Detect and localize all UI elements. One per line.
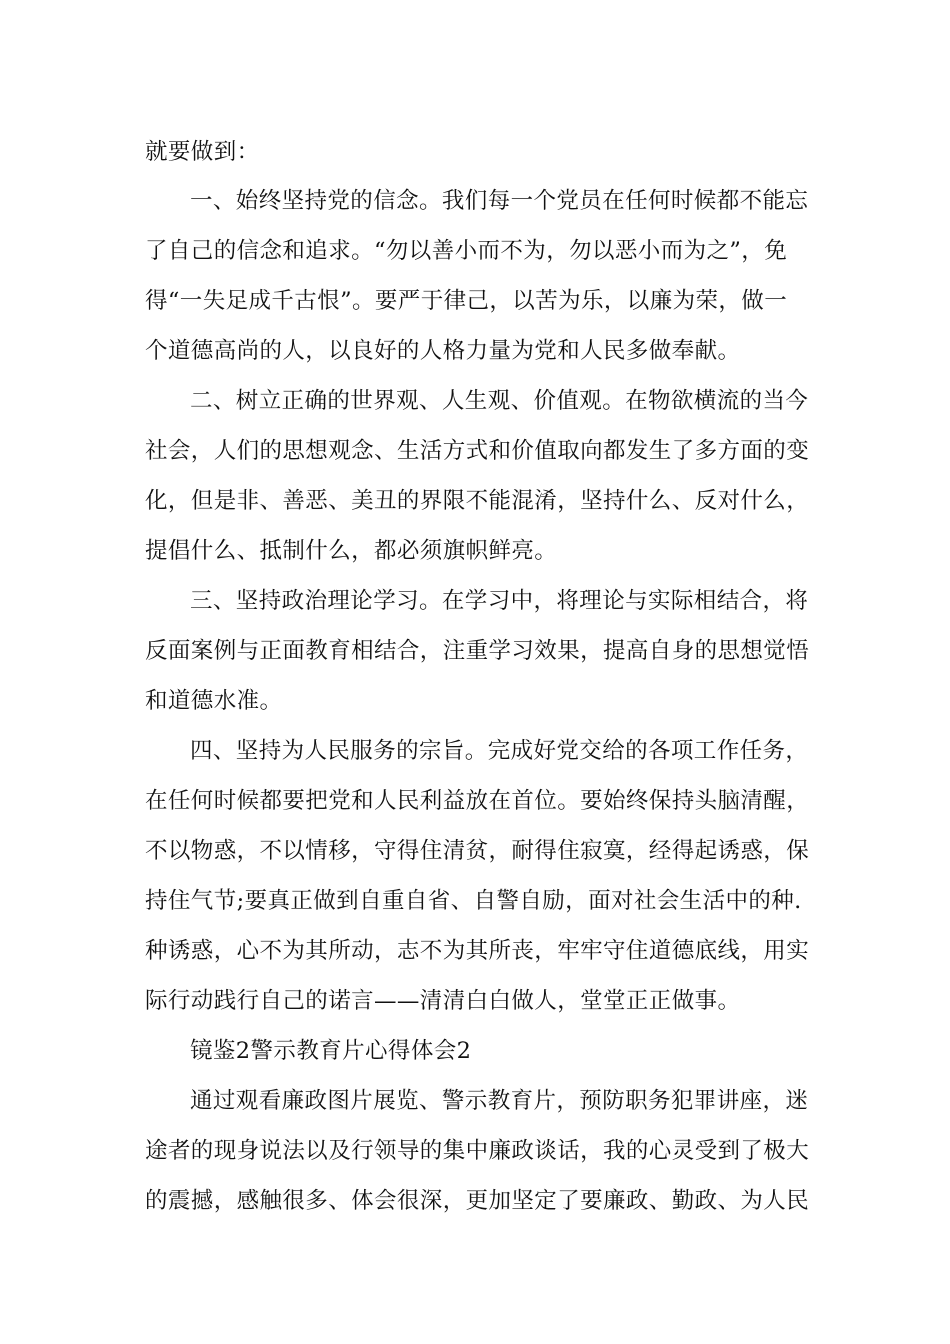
text-line: 和道德水准。 [145, 688, 283, 714]
text-line: 就要做到： [145, 139, 260, 165]
text-line: 反面案例与正面教育相结合，注重学习效果，提高自身的思想觉悟 [145, 638, 810, 664]
text-line: 二、树立正确的世界观、人生观、价值观。在物欲横流的当今 [190, 388, 809, 414]
text-line: 三、坚持政治理论学习。在学习中，将理论与实际相结合，将 [190, 588, 809, 614]
text-line: 在任何时候都要把党和人民利益放在首位。要始终保持头脑清醒， [145, 788, 810, 814]
text-line: 持住气节;要真正做到自重自省、自警自励，面对社会生活中的种. [145, 888, 802, 914]
text-line: 了自己的信念和追求。“勿以善小而不为，勿以恶小而为之”，免 [145, 238, 788, 264]
section-heading: 镜鉴2警示教育片心得体会2 [190, 1038, 472, 1064]
text-line: 化，但是非、善恶、美丑的界限不能混淆，坚持什么、反对什么， [145, 488, 810, 514]
text-line: 个道德高尚的人，以良好的人格力量为党和人民多做奉献。 [145, 338, 741, 364]
text-line: 社会，人们的思想观念、生活方式和价值取向都发生了多方面的变 [145, 438, 810, 464]
text-line: 际行动践行自己的诺言——清清白白做人，堂堂正正做事。 [145, 988, 741, 1014]
text-line: 得“一失足成千古恨”。要严于律己，以苦为乐，以廉为荣，做一 [145, 288, 788, 314]
text-line: 途者的现身说法以及行领导的集中廉政谈话，我的心灵受到了极大 [145, 1138, 810, 1164]
text-line: 种诱惑，心不为其所动，志不为其所丧，牢牢守住道德底线，用实 [145, 938, 810, 964]
text-line: 提倡什么、抵制什么，都必须旗帜鲜亮。 [145, 538, 558, 564]
text-line: 的震撼，感触很多、体会很深，更加坚定了要廉政、勤政、为人民 [145, 1188, 810, 1214]
text-line: 一、始终坚持党的信念。我们每一个党员在任何时候都不能忘 [190, 188, 809, 214]
text-line: 不以物惑，不以情移，守得住清贫，耐得住寂寞，经得起诱惑，保 [145, 838, 810, 864]
text-line: 通过观看廉政图片展览、警示教育片，预防职务犯罪讲座，迷 [190, 1088, 809, 1114]
text-line: 四、坚持为人民服务的宗旨。完成好党交给的各项工作任务， [190, 738, 809, 764]
